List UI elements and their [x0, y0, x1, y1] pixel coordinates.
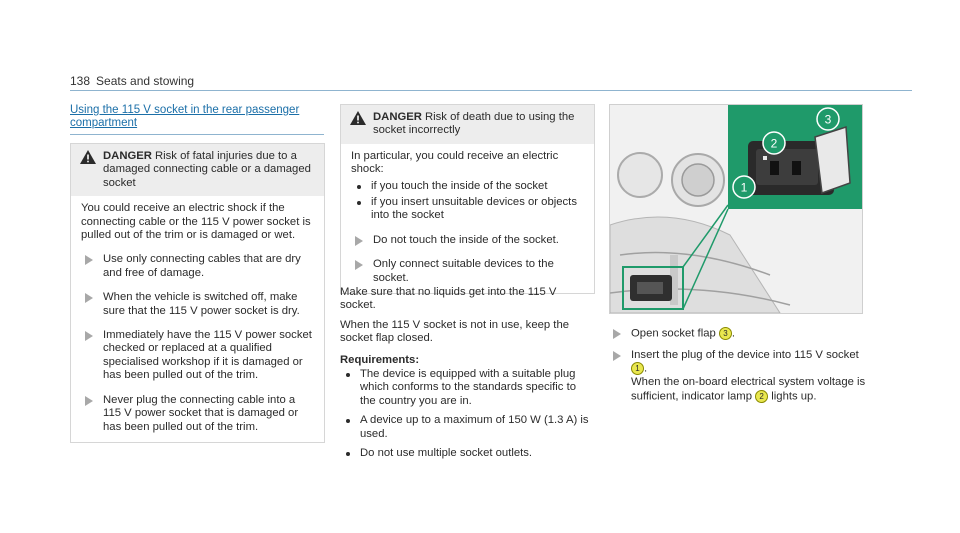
warning-triangle-icon — [350, 111, 366, 125]
svg-text:1: 1 — [740, 180, 748, 195]
paragraph-flap: When the 115 V socket is not in use, keep the socket flap closed. — [340, 318, 570, 345]
requirement-item — [340, 447, 593, 460]
requirement-text: The device is equipped with a suitable plug which conforms to the standards specific to the country you are in. — [360, 368, 576, 407]
step-item — [81, 329, 316, 383]
step-text: Insert the plug of the device into 115 V socket — [631, 348, 859, 361]
requirement-item — [340, 368, 593, 408]
step-arrow-icon — [613, 351, 621, 361]
step-item: Insert the plug of the device into 115 V socket 1 . When the on-board electrical system voltage is sufficient, indicator lamp 2 lights up. — [609, 349, 871, 404]
step-text: Immediately have the 115 V power socket checked or replaced at a qualified specialised workshop if it is damaged or has been pulled out of the trim. — [103, 329, 312, 382]
danger-heading: Risk of death due to using the socket incorrectly — [373, 111, 575, 137]
paragraph-liquids: Make sure that no liquids get into the 115 V socket. — [340, 286, 557, 312]
step-item — [351, 234, 586, 247]
page-number: 138 — [70, 74, 91, 88]
section-heading-link[interactable]: Using the 115 V socket in the rear passenger compartment — [70, 104, 300, 129]
step-arrow-icon — [85, 255, 93, 265]
danger-box-1 — [70, 143, 325, 443]
callout-3 — [817, 108, 839, 130]
danger-intro: In particular, you could receive an electric shock: — [351, 149, 559, 176]
step-arrow-icon — [355, 236, 363, 246]
danger-body — [71, 196, 324, 442]
column-2-text — [340, 286, 593, 460]
danger-body — [341, 144, 594, 293]
step-item: Open socket flap 3 . — [609, 327, 871, 341]
step-item — [81, 253, 316, 280]
bullet-dot-icon — [346, 419, 350, 423]
column-3-steps — [609, 327, 871, 403]
step-arrow-icon — [85, 293, 93, 303]
bullet-dot-icon — [357, 201, 361, 205]
section-title: Seats and stowing — [96, 74, 195, 88]
svg-text:2: 2 — [770, 136, 778, 151]
callout-2 — [763, 132, 785, 154]
danger-label: DANGER — [373, 111, 422, 123]
danger-text: You could receive an electric shock if the connecting cable or the 115 V power socket is pulled out of the trim or is damaged or wet. — [81, 202, 311, 242]
requirement-item — [340, 414, 593, 441]
callout-badge-1: 1 — [631, 362, 644, 375]
step-text: Do not touch the inside of the socket. — [373, 233, 559, 246]
step-arrow-icon — [85, 396, 93, 406]
danger-box-2 — [340, 104, 595, 294]
requirements-label: Requirements: — [340, 353, 420, 366]
step-text: Never plug the connecting cable into a 115 V power socket that is damaged or has been pulled out of the trim. — [103, 393, 299, 433]
requirement-text: A device up to a maximum of 150 W (1.3 A) is used. — [360, 414, 589, 440]
warning-triangle-icon — [80, 150, 96, 164]
callout-badge-2: 2 — [755, 390, 768, 403]
danger-label: DANGER — [103, 150, 152, 162]
svg-text:3: 3 — [824, 112, 832, 127]
bullet-item — [351, 180, 586, 193]
bullet-text: if you insert unsuitable devices or objects into the socket — [371, 196, 577, 222]
step-item — [81, 291, 316, 318]
danger-heading: Risk of fatal injuries due to a damaged connecting cable or a damaged socket — [103, 150, 311, 189]
callout-1 — [733, 176, 755, 198]
danger-header — [71, 144, 324, 196]
bullet-item — [351, 196, 586, 223]
bullet-text: if you touch the inside of the socket — [371, 179, 548, 192]
step-item — [81, 394, 316, 434]
danger-header — [341, 105, 594, 144]
interior-illustration — [610, 105, 862, 313]
step-text: Use only connecting cables that are dry and free of damage. — [103, 253, 301, 279]
bullet-dot-icon — [346, 373, 350, 377]
step-text: When the on-board electrical system voltage is sufficient, indicator lamp — [631, 376, 866, 403]
section-divider — [70, 134, 324, 135]
step-arrow-icon — [355, 260, 363, 270]
requirement-text: Do not use multiple socket outlets. — [360, 447, 533, 460]
step-text: Only connect suitable devices to the socket. — [373, 258, 554, 284]
socket-figure — [609, 104, 863, 314]
step-item — [351, 258, 586, 285]
header-divider — [70, 90, 912, 91]
page-header — [70, 74, 194, 88]
bullet-dot-icon — [346, 452, 350, 456]
step-text: Open socket flap — [631, 327, 716, 340]
bullet-dot-icon — [357, 185, 361, 189]
step-text: When the vehicle is switched off, make sure that the 115 V power socket is dry. — [103, 291, 300, 317]
step-arrow-icon — [613, 329, 621, 339]
step-text: lights up. — [771, 390, 817, 403]
step-arrow-icon — [85, 331, 93, 341]
callout-badge-3: 3 — [719, 327, 732, 340]
